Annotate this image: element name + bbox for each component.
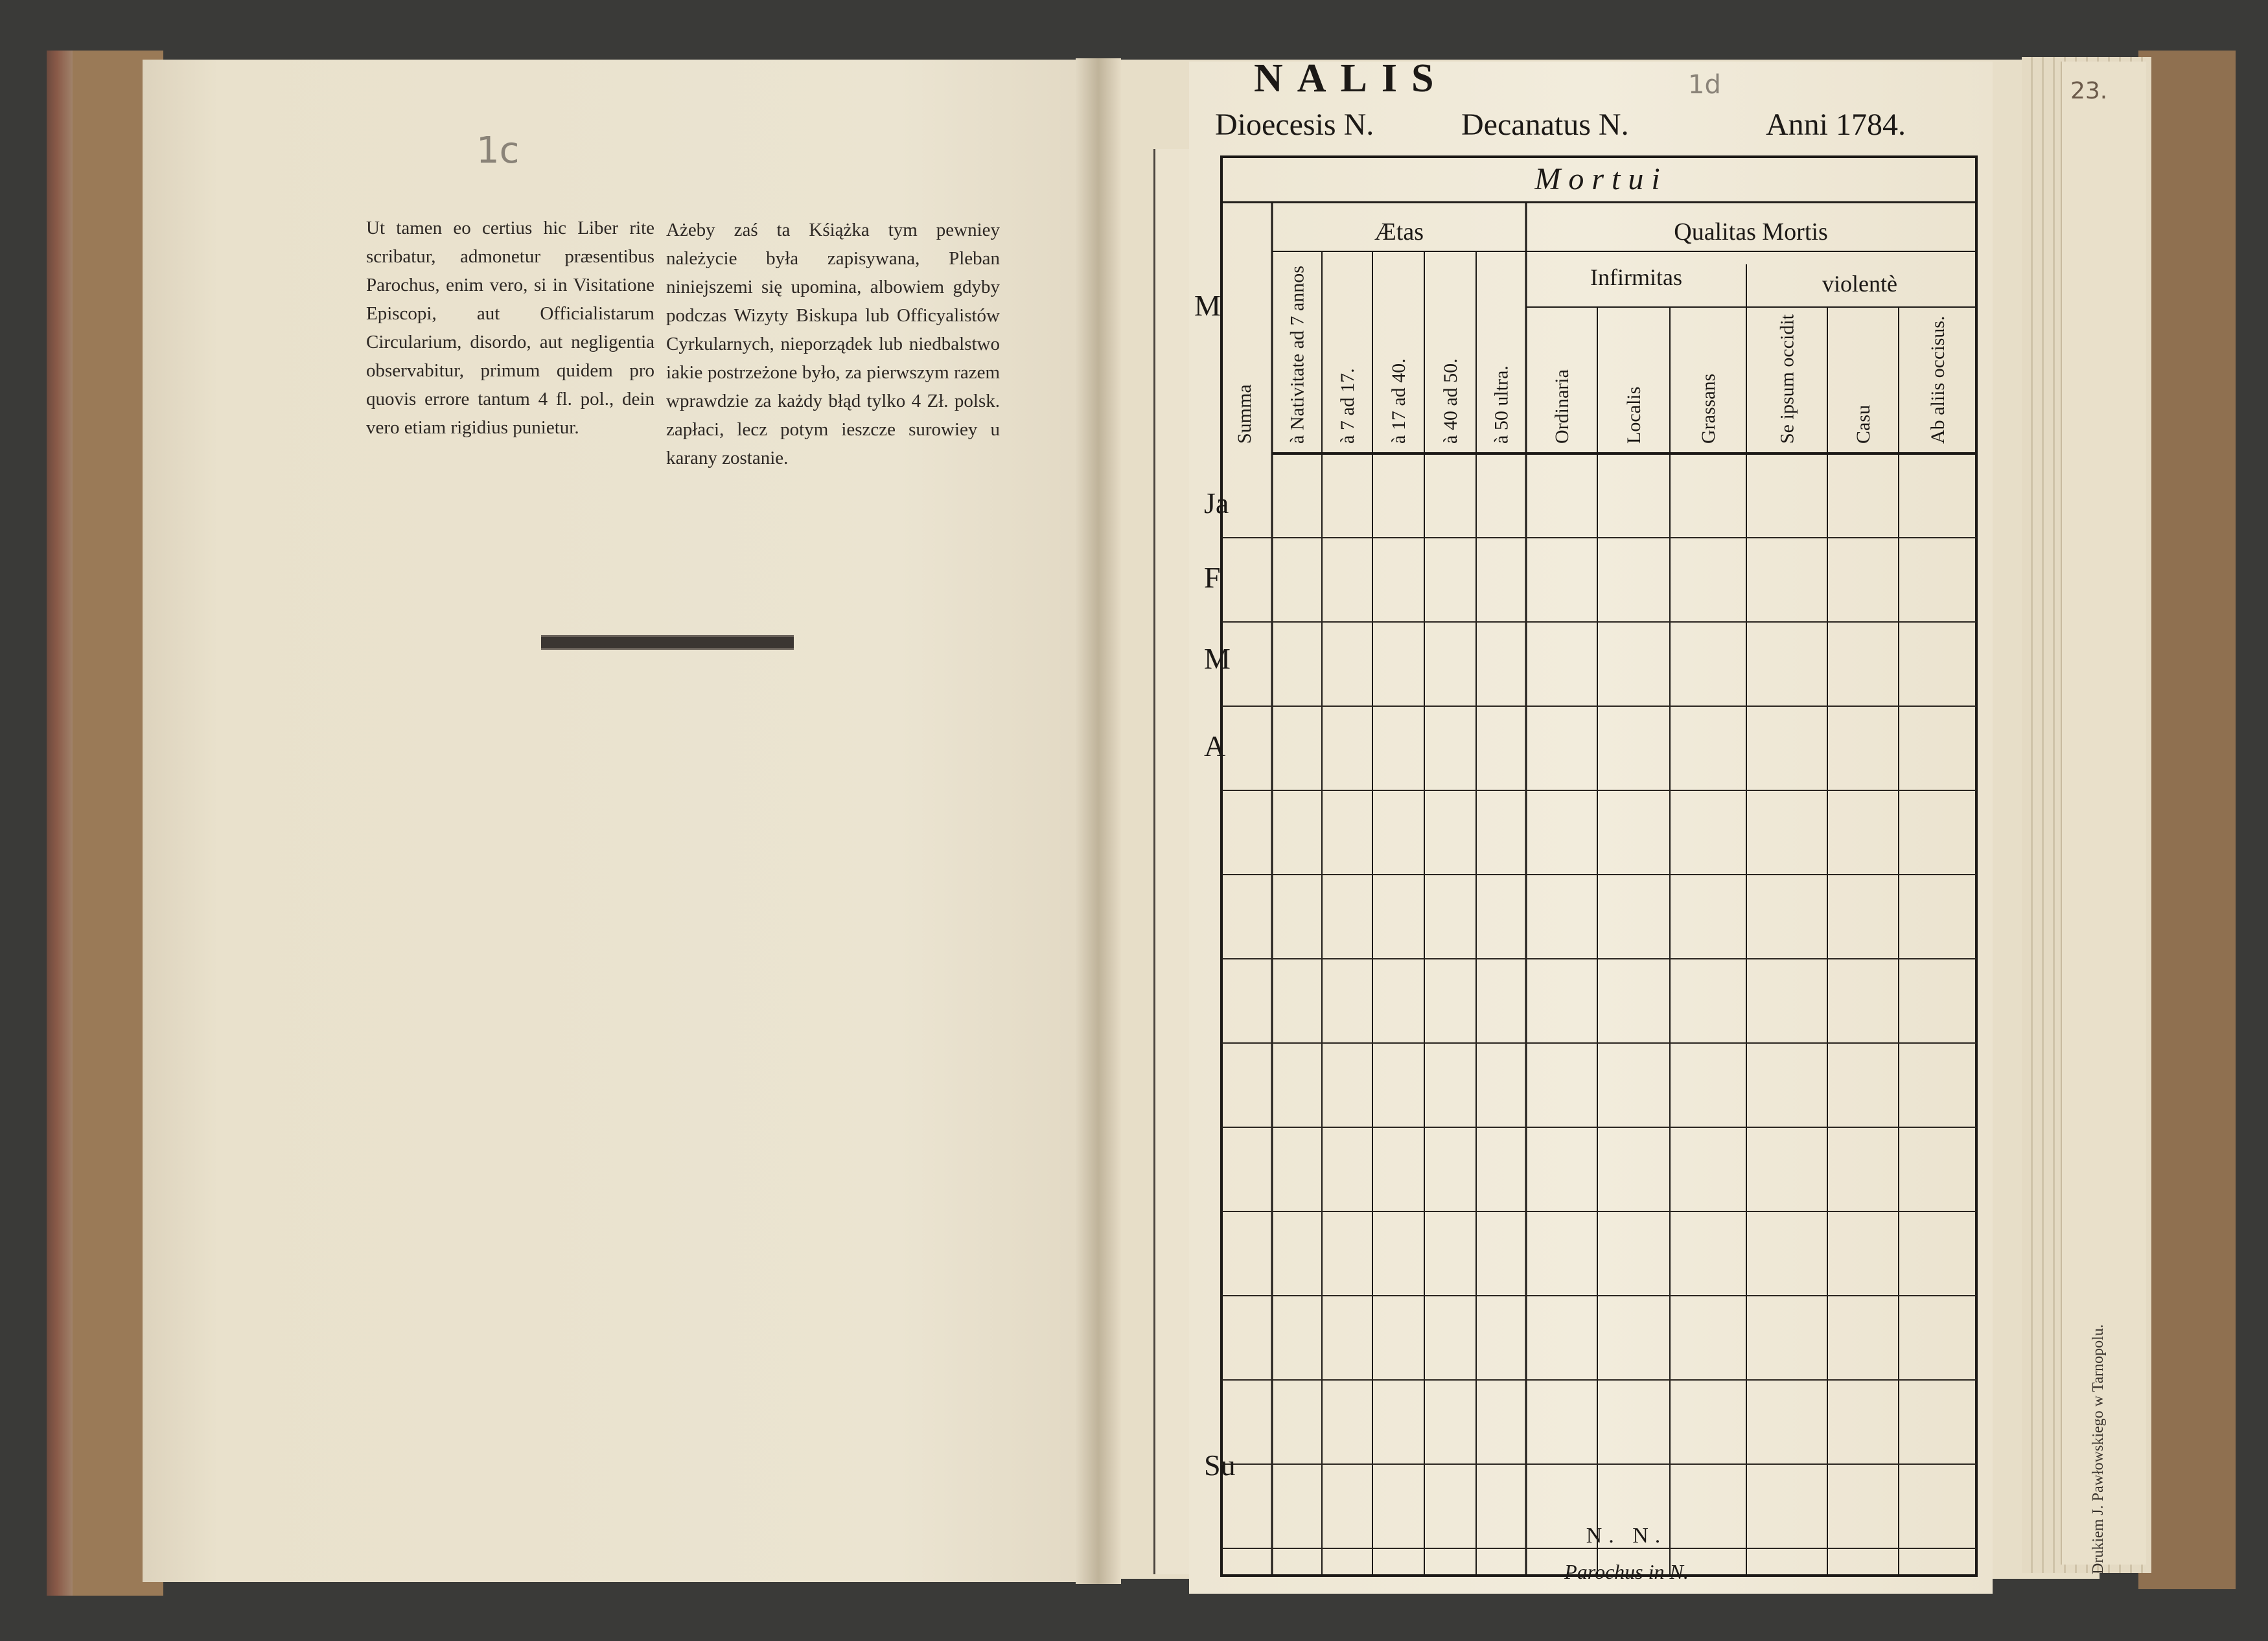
mortui-table — [1189, 149, 1993, 1594]
month-letter: Su — [1204, 1449, 1236, 1482]
pencil-page-number: 1c — [476, 130, 520, 172]
left-cover-marbled-edge — [47, 51, 73, 1596]
polish-admonition: Ażeby zaś ta Kśiążka tym pewniey należycie była zapisywana, Pleban niniejszemi się upomina, albowiem gdyby podczas Wizyty Biskupa lub Officyalistów Cyrkularnych, nieporządek lub niedbalstwo iakie postrzeżone było, za pierwszym razem wprawdzie za każdy błąd tylko 4 Zł. polsk. zapłaci, lecz potym ieszcze surowiey u karany zostanie. — [666, 220, 1000, 468]
folio-number: 23. — [2070, 78, 2108, 104]
decanatus-label: Decanatus N. — [1461, 108, 1629, 142]
column-label: Ab aliis occisus. — [1927, 316, 1949, 444]
pencil-form-number: 1d — [1688, 70, 1721, 100]
dioecesis-label: Dioecesis N. — [1215, 108, 1374, 142]
violente-header: violentè — [1822, 271, 1897, 297]
month-letter: M — [1194, 289, 1221, 322]
month-letter: A — [1204, 729, 1226, 763]
column-label: à 7 ad 17. — [1337, 368, 1358, 444]
aetas-header: Ætas — [1374, 218, 1424, 246]
month-letter: F — [1204, 561, 1221, 594]
signature-block — [1529, 1524, 1724, 1584]
row-lines — [1221, 538, 1976, 1548]
column-label: à Nativitate ad 7 annos — [1286, 266, 1308, 444]
qualitas-header: Qualitas Mortis — [1674, 218, 1828, 246]
signature-title: Parochus in N. — [1564, 1560, 1689, 1583]
ornamental-rule — [541, 635, 794, 650]
infirmitas-header: Infirmitas — [1590, 264, 1682, 290]
column-label: Localis — [1623, 386, 1645, 444]
column-label: Casu — [1853, 405, 1874, 444]
summa-column-label: Summa — [1234, 384, 1255, 444]
column-label: Grassans — [1698, 373, 1719, 444]
month-letter: M — [1204, 642, 1231, 675]
month-letter: Ja — [1204, 487, 1229, 520]
column-label: à 17 ad 40. — [1388, 358, 1409, 444]
column-label: à 50 ultra. — [1490, 365, 1512, 444]
column-label: à 40 ad 50. — [1440, 358, 1461, 444]
latin-admonition: Ut tamen eo certius hic Liber rite scribatur, admonetur præsentibus Parochus, enim vero, si in Visitatione Episcopi, aut Officialistarum Circularium, disordo, aut negligentia observabitur, primum quidem pro quovis errore tantum 4 fl. pol., dein vero etiam rigidius punietur. — [366, 218, 654, 438]
form-heading-line — [1215, 107, 1980, 146]
mortui-title: M o r t u i — [1534, 162, 1660, 196]
book-gutter — [1076, 58, 1121, 1584]
form-title-fragment: NALIS — [1254, 56, 1448, 100]
printer-imprint: Drukiem J. Pawłowskiego w Tarnopolu. — [2090, 1324, 2107, 1574]
column-label: Ordinaria — [1551, 369, 1573, 444]
signature-name: N. N. — [1586, 1524, 1667, 1548]
right-cover-board — [2138, 51, 2236, 1589]
column-label: Se ipsum occidit — [1776, 314, 1798, 444]
anni-label: Anni 1784. — [1766, 108, 1906, 142]
